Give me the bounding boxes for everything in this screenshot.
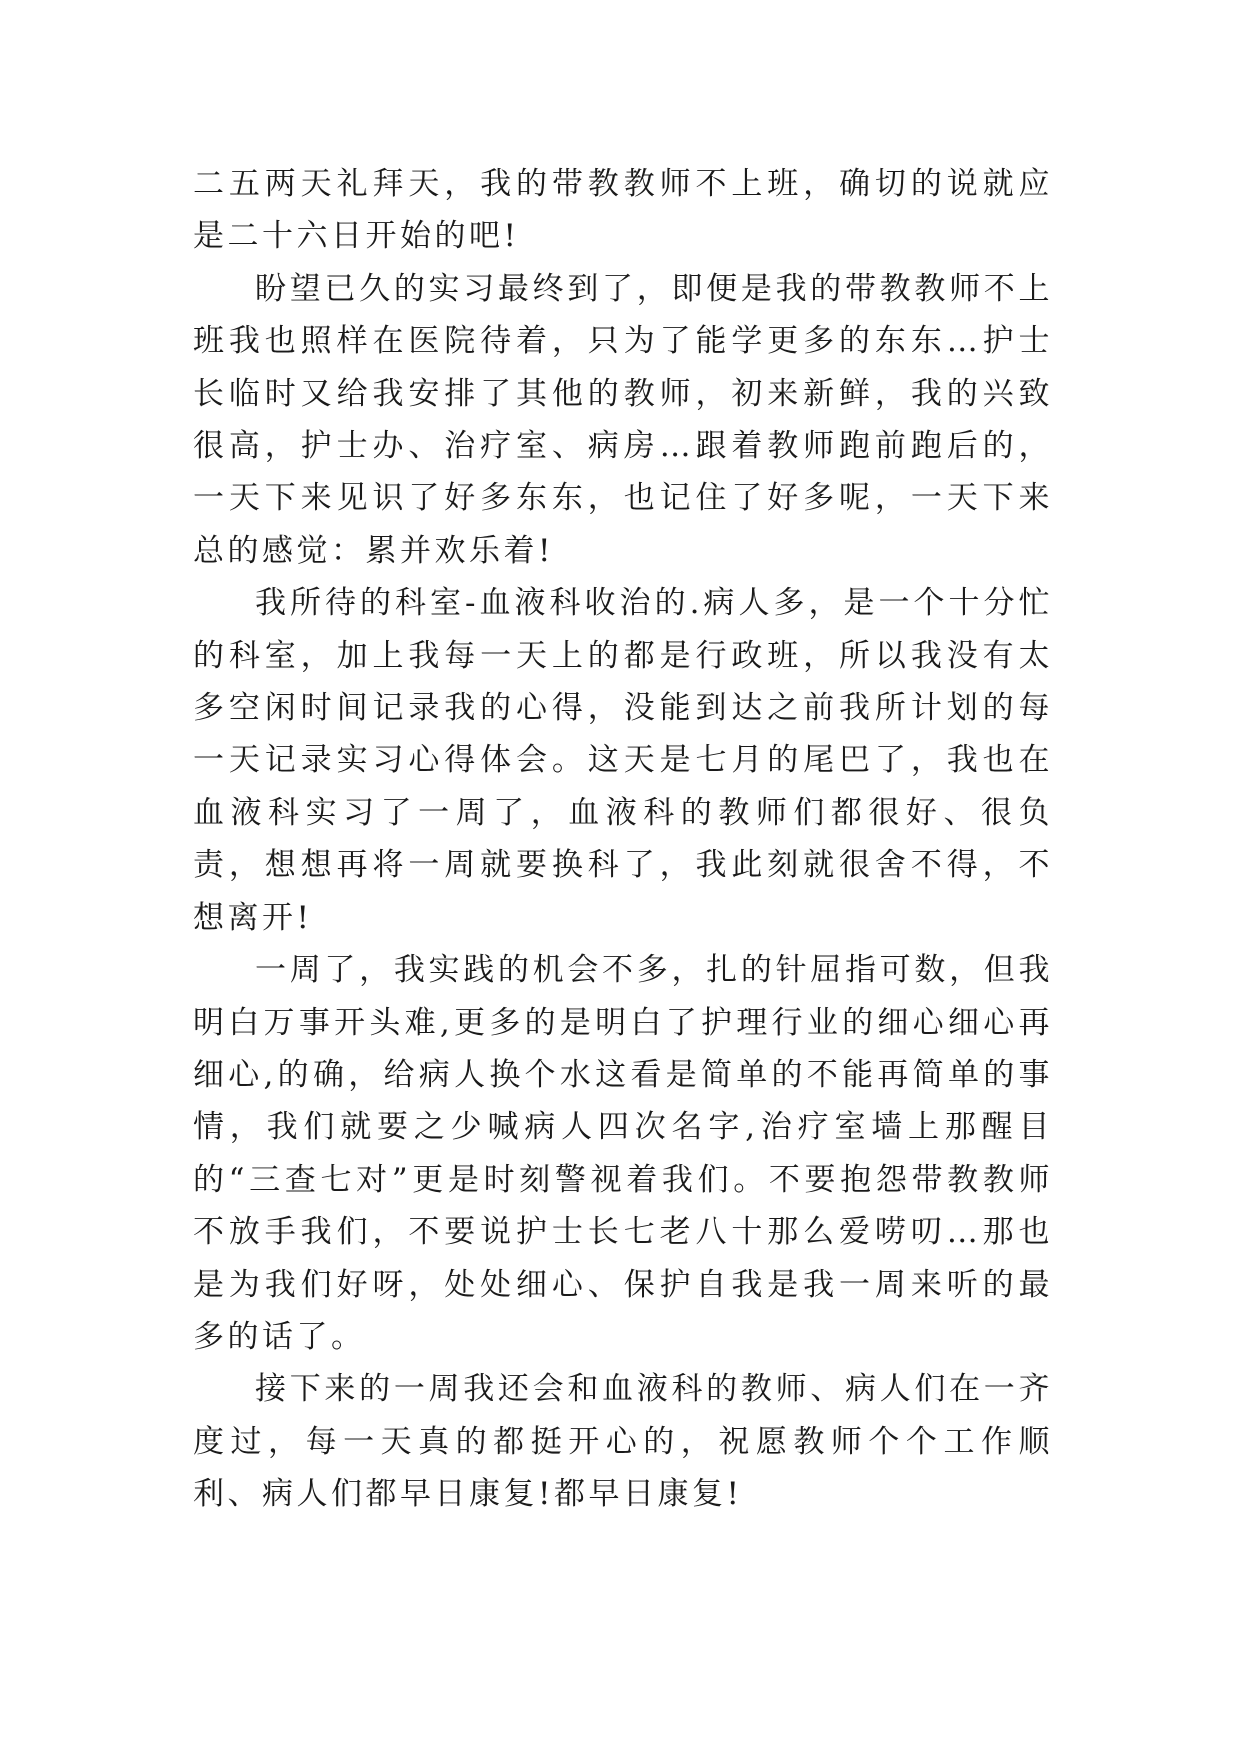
paragraph-3: 我所待的科室-血液科收治的.病人多，是一个十分忙的科室，加上我每一天上的都是行政班，所以我没有太多空闲时间记录我的心得，没能到达之前我所计划的每一天记录实习心得体会。这天是七月的尾巴了，我也在血液科实习了一周了，血液科的教师们都很好、很负责，想想再将一周就要换科了，我此刻就很舍不得，不想离开! [193,585,1053,936]
document-body [193,158,1053,1521]
paragraph-5: 接下来的一周我还会和血液科的教师、病人们在一齐度过，每一天真的都挺开心的，祝愿教师个个工作顺利、病人们都早日康复!都早日康复! [193,1371,1053,1513]
paragraph-4: 一周了，我实践的机会不多，扎的针屈指可数，但我明白万事开头难,更多的是明白了护理行业的细心细心再细心,的确，给病人换个水这看是简单的不能再简单的事情，我们就要之少喊病人四次名字,治疗室墙上那醒目的“三查七对”更是时刻警视着我们。不要抱怨带教教师不放手我们，不要说护士长七老八十那么爱唠叨…那也是为我们好呀，处处细心、保护自我是我一周来听的最多的话了。 [193,952,1053,1355]
paragraph-1: 二五两天礼拜天，我的带教教师不上班，确切的说就应是二十六日开始的吧! [193,166,1053,255]
paragraph-2: 盼望已久的实习最终到了，即便是我的带教教师不上班我也照样在医院待着，只为了能学更多的东东…护士长临时又给我安排了其他的教师，初来新鲜，我的兴致很高，护士办、治疗室、病房…跟着教师跑前跑后的，一天下来见识了好多东东，也记住了好多呢，一天下来总的感觉：累并欢乐着! [193,270,1053,569]
